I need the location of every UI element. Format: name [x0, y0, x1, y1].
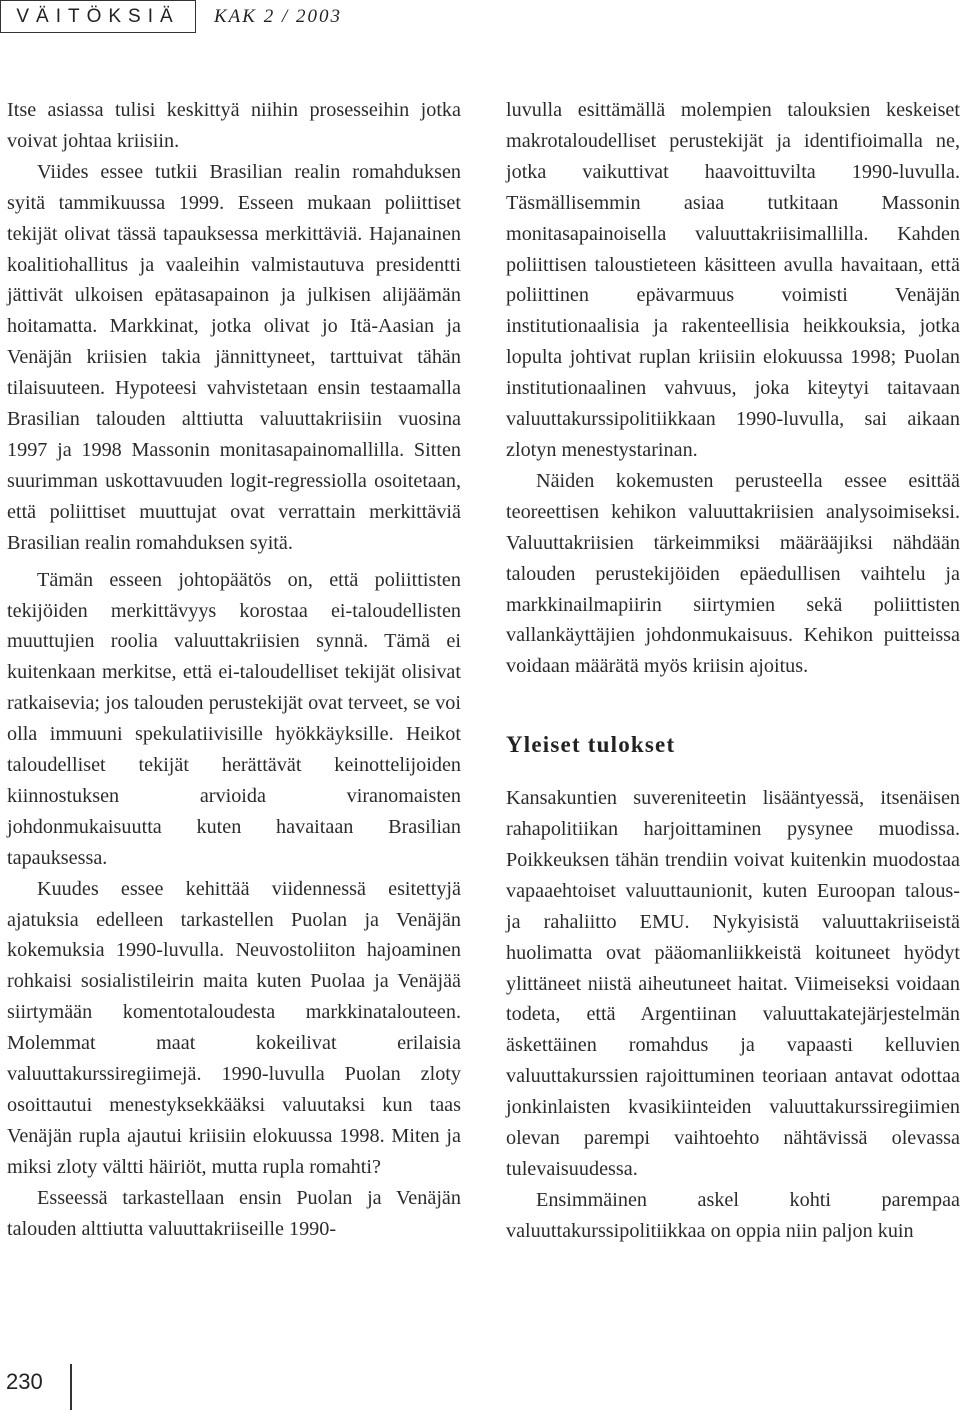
paragraph: Kuudes essee kehittää viidennessä esitettyjä ajatuksia edelleen tarkastellen Puolan ja Venäjän kokemuksia 1990-luvulla. Neuvostoliiton hajoaminen rohkaisi sosialistileirin maita kuten Puolaa ja Venäjää siirtymään komentotaloudesta markkinatalouteen. Molemmat maat kokeilivat erilaisia valuuttakurssiregiimejä. 1990-luvulla Puolan zloty osoittautui menestyksekkääksi valuutaksi kun taas Venäjän rupla ajautui kriisiin elokuussa 1998. Miten ja miksi zloty vältti häiriöt, mutta rupla romahti?	[7, 877, 461, 1178]
right-column	[506, 95, 960, 1247]
footer-rule	[70, 1364, 72, 1410]
page-number: 230	[6, 1369, 43, 1394]
paragraph: Kansakuntien suvereniteetin lisääntyessä, itsenäisen rahapolitiikan harjoittaminen pysynee muodissa. Poikkeuksen tähän trendiin voivat kuitenkin muodostaa vapaaehtoiset valuuttaunionit, kuten Euroopan talous- ja rahaliitto EMU. Nykyisistä valuuttakriiseistä huolimatta ovat pääomanliikkeistä koituneet hyödyt ylittäneet niistä aiheutuneet haitat. Viimeiseksi voidaan todeta, että Argentiinan valuuttakatejärjestelmän äskettäinen romahdus ja vapaasti kelluvien valuuttakurssien rajoittuminen teoriaan antavat odottaa jonkinlaisten kvasikiinteiden valuuttakurssiregiimien olevan parempi vaihtoehto nähtävissä olevassa tulevaisuudessa.	[506, 787, 960, 1180]
paragraph: luvulla esittämällä molempien talouksien keskeiset makrotaloudelliset perustekijät ja identifioimalla ne, jotka vaikuttivat haavoittuvilta 1990-luvulla. Täsmällisemmin asiaa tutkitaan Massonin monitasapainoisella valuuttakriisimallilla. Kahden poliittisen taloustieteen käsitteen avulla havaitaan, että poliittinen epävarmuus voimisti Venäjän institutionaalisia ja rakenteellisia heikkouksia, jotka lopulta johtivat ruplan kriisiin elokuussa 1998; Puolan institutionaalinen vahvuus, joka kiteytyi taitavaan valuuttakurssipolitiikkaan 1990-luvulla, sai aikaan zlotyn menestystarinan.	[506, 99, 960, 461]
paragraph: Ensimmäinen askel kohti parempaa valuuttakurssipolitiikkaa on oppia niin paljon kuin	[506, 1188, 960, 1242]
issue-label: KAK 2 / 2003	[214, 5, 342, 27]
paragraph: Näiden kokemusten perusteella essee esittää teoreettisen kehikon valuuttakriisien analysoimiseksi. Valuuttakriisien tärkeimmiksi määrääjiksi nähdään talouden perustekijöiden epäedullisen vaihtelu ja markkinailmapiirin siirtymien sekä poliittisten vallankäyttäjien johdonmukaisuus. Kehikon puitteissa voidaan määrätä myös kriisin ajoitus.	[506, 469, 960, 678]
paragraph: Esseessä tarkastellaan ensin Puolan ja Venäjän talouden alttiutta valuuttakriiseille 1990-	[7, 1186, 461, 1240]
section-heading: Yleiset tulokset	[506, 732, 676, 758]
paragraph: Tämän esseen johtopäätös on, että poliittisten tekijöiden merkittävyys korostaa ei-taloudellisten muuttujien roolia valuuttakriisien synnä. Tämä ei kuitenkaan merkitse, että ei-taloudelliset tekijät olisivat ratkaisevia; jos talouden perustekijät ovat terveet, se voi olla immuuni spekulatiivisille hyökkäyksille. Heikot taloudelliset tekijät herättävät keinottelijoiden kiinnostuksen arvioida viranomaisten johdonmukaisuutta kuten havaitaan Brasilian tapauksessa.	[7, 568, 461, 869]
running-header	[0, 0, 342, 33]
left-column	[7, 95, 461, 1245]
paragraph: Viides essee tutkii Brasilian realin romahduksen syitä tammikuussa 1999. Esseen mukaan poliittiset tekijät olivat tässä tapauksessa merkittäviä. Hajanainen koalitiohallitus ja vaaleihin valmistautuva presidentti jättivät ulkoisen epätasapainon ja julkisen alijäämän hoitamatta. Markkinat, jotka olivat jo Itä-Aasian ja Venäjän kriisien takia jännittyneet, tarttuivat tähän tilaisuuteen. Hypoteesi vahvistetaan ensin testaamalla Brasilian talouden alttiutta valuuttakriisiin vuosina 1997 ja 1998 Massonin monitasapainomallilla. Sitten suurimman uskottavuuden logit-regressiolla osoitetaan, että poliittiset muuttujat ovat verrattain merkittäviä Brasilian realin romahduksen syitä.	[7, 160, 461, 554]
paragraph: Itse asiassa tulisi keskittyä niihin prosesseihin jotka voivat johtaa kriisiin.	[7, 99, 461, 152]
section-tag: VÄITÖKSIÄ	[0, 0, 196, 33]
